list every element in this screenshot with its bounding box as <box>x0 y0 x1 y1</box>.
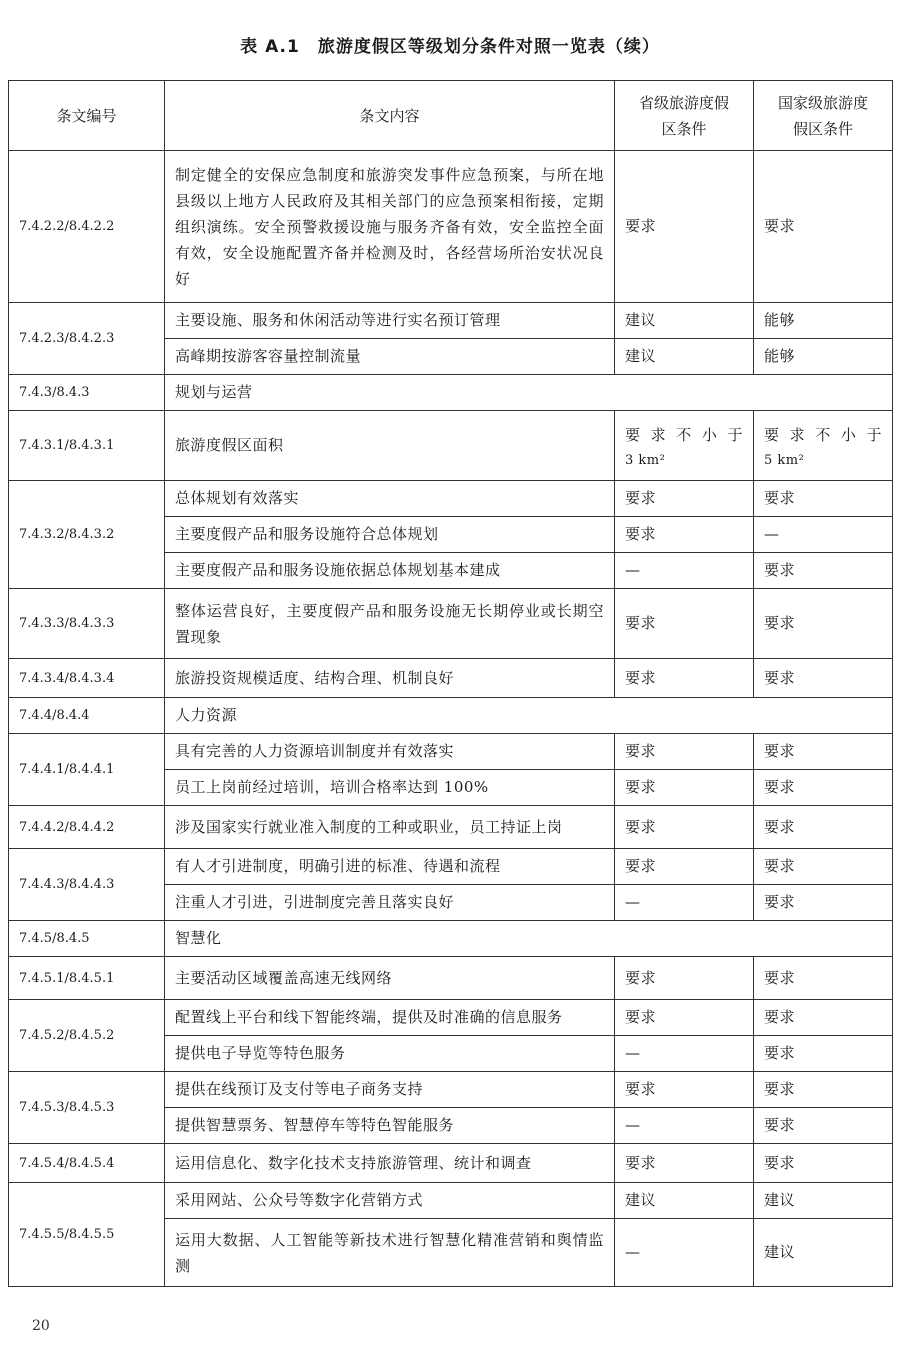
provincial-value: 要求 <box>615 1072 754 1108</box>
header-code: 条文编号 <box>9 81 165 151</box>
clause-content: 主要活动区域覆盖高速无线网络 <box>165 957 615 1000</box>
national-value <box>754 411 893 481</box>
clause-code: 7.4.2.2/8.4.2.2 <box>9 151 165 303</box>
national-value: 建议 <box>754 1219 893 1287</box>
clause-code: 7.4.3.2/8.4.3.2 <box>9 481 165 589</box>
clause-content: 运用大数据、人工智能等新技术进行智慧化精准营销和舆情监测 <box>165 1219 615 1287</box>
header-national: 国家级旅游度假区条件 <box>754 81 893 151</box>
clause-content: 主要度假产品和服务设施符合总体规划 <box>165 517 615 553</box>
provincial-value: 要求 <box>615 481 754 517</box>
provincial-value: — <box>615 1108 754 1144</box>
table-title: 表 A.1 旅游度假区等级划分条件对照一览表（续） <box>240 37 660 57</box>
provincial-area: 3 km² <box>625 452 666 468</box>
clause-code: 7.4.5.5/8.4.5.5 <box>9 1183 165 1287</box>
clause-content: 运用信息化、数字化技术支持旅游管理、统计和调查 <box>165 1144 615 1183</box>
clause-content: 主要设施、服务和休闲活动等进行实名预订管理 <box>165 303 615 339</box>
clause-content: 具有完善的人力资源培训制度并有效落实 <box>165 734 615 770</box>
national-area: 5 km² <box>764 452 805 468</box>
header-row <box>9 81 893 151</box>
clause-content: 制定健全的安保应急制度和旅游突发事件应急预案，与所在地县级以上地方人民政府及其相关部门的应急预案相衔接，定期组织演练。安全预警救援设施与服务齐备有效，安全监控全面有效，安全设施配置齐备并检测及时，各经营场所治安状况良好 <box>165 151 615 303</box>
provincial-value: 要求 <box>615 589 754 659</box>
clause-code: 7.4.5.3/8.4.5.3 <box>9 1072 165 1144</box>
national-value: 要求 <box>754 957 893 1000</box>
clause-code: 7.4.4.1/8.4.4.1 <box>9 734 165 806</box>
national-value: 建议 <box>754 1183 893 1219</box>
clause-code: 7.4.4.2/8.4.4.2 <box>9 806 165 849</box>
section-title: 规划与运营 <box>165 375 893 411</box>
table-row <box>9 806 893 849</box>
clause-content: 有人才引进制度，明确引进的标准、待遇和流程 <box>165 849 615 885</box>
clause-code: 7.4.5.4/8.4.5.4 <box>9 1144 165 1183</box>
provincial-value: 建议 <box>615 1183 754 1219</box>
provincial-value: 要求 <box>615 151 754 303</box>
clause-content: 涉及国家实行就业准入制度的工种或职业，员工持证上岗 <box>165 806 615 849</box>
provincial-value: — <box>615 1219 754 1287</box>
national-value: 要求 <box>754 1000 893 1036</box>
section-row <box>9 921 893 957</box>
clause-content: 注重人才引进，引进制度完善且落实良好 <box>165 885 615 921</box>
national-value: 要求 <box>754 1108 893 1144</box>
national-value: 要求 <box>754 659 893 698</box>
provincial-value: 要求 <box>615 517 754 553</box>
clause-content: 主要度假产品和服务设施依据总体规划基本建成 <box>165 553 615 589</box>
national-value: — <box>754 517 893 553</box>
national-value: 要求 <box>754 734 893 770</box>
national-value: 要求 <box>754 481 893 517</box>
table-row <box>9 1000 893 1036</box>
section-row <box>9 698 893 734</box>
clause-code: 7.4.5.1/8.4.5.1 <box>9 957 165 1000</box>
table-row <box>9 589 893 659</box>
clause-content: 员工上岗前经过培训，培训合格率达到 100% <box>165 770 615 806</box>
table-row <box>9 734 893 770</box>
provincial-value: 要求 <box>615 957 754 1000</box>
provincial-value: 要求 <box>615 659 754 698</box>
header-content: 条文内容 <box>165 81 615 151</box>
clause-content: 提供电子导览等特色服务 <box>165 1036 615 1072</box>
provincial-value: 要求 <box>615 1144 754 1183</box>
clause-code: 7.4.3/8.4.3 <box>9 375 165 411</box>
clause-code: 7.4.5.2/8.4.5.2 <box>9 1000 165 1072</box>
table-row <box>9 1183 893 1219</box>
national-value: 能够 <box>754 303 893 339</box>
provincial-value: 要求 <box>615 770 754 806</box>
provincial-value: 要求 <box>615 1000 754 1036</box>
clause-content: 旅游度假区面积 <box>165 411 615 481</box>
section-row <box>9 375 893 411</box>
page-number: 20 <box>32 1318 50 1334</box>
clause-content: 旅游投资规模适度、结构合理、机制良好 <box>165 659 615 698</box>
clause-content: 整体运营良好，主要度假产品和服务设施无长期停业或长期空置现象 <box>165 589 615 659</box>
table-row <box>9 481 893 517</box>
national-value: 要求 <box>754 1036 893 1072</box>
table-row <box>9 411 893 481</box>
provincial-requirement: 要求不小于 <box>625 425 743 444</box>
section-title: 人力资源 <box>165 698 893 734</box>
provincial-value: 要求 <box>615 849 754 885</box>
clause-code: 7.4.3.4/8.4.3.4 <box>9 659 165 698</box>
clause-content: 提供在线预订及支付等电子商务支持 <box>165 1072 615 1108</box>
national-value: 要求 <box>754 885 893 921</box>
national-value: 要求 <box>754 770 893 806</box>
clause-code: 7.4.3.3/8.4.3.3 <box>9 589 165 659</box>
clause-code: 7.4.4.3/8.4.4.3 <box>9 849 165 921</box>
table-row <box>9 957 893 1000</box>
table-row <box>9 303 893 339</box>
clause-code: 7.4.5/8.4.5 <box>9 921 165 957</box>
national-value: 要求 <box>754 849 893 885</box>
clause-code: 7.4.4/8.4.4 <box>9 698 165 734</box>
national-requirement: 要求不小于 <box>764 425 882 444</box>
provincial-value: — <box>615 1036 754 1072</box>
header-provincial: 省级旅游度假区条件 <box>615 81 754 151</box>
provincial-value: 要求 <box>615 734 754 770</box>
clause-content: 总体规划有效落实 <box>165 481 615 517</box>
national-value: 要求 <box>754 151 893 303</box>
table-row <box>9 659 893 698</box>
table-row <box>9 1144 893 1183</box>
clause-code: 7.4.2.3/8.4.2.3 <box>9 303 165 375</box>
resort-criteria-table <box>8 80 893 1287</box>
national-value: 能够 <box>754 339 893 375</box>
section-title: 智慧化 <box>165 921 893 957</box>
clause-content: 高峰期按游客容量控制流量 <box>165 339 615 375</box>
national-value: 要求 <box>754 806 893 849</box>
table-row <box>9 151 893 303</box>
national-value: 要求 <box>754 589 893 659</box>
national-value: 要求 <box>754 1144 893 1183</box>
provincial-value: 要求 <box>615 806 754 849</box>
clause-content: 采用网站、公众号等数字化营销方式 <box>165 1183 615 1219</box>
provincial-value: 建议 <box>615 339 754 375</box>
clause-content: 提供智慧票务、智慧停车等特色智能服务 <box>165 1108 615 1144</box>
provincial-value: — <box>615 553 754 589</box>
national-value: 要求 <box>754 1072 893 1108</box>
clause-code: 7.4.3.1/8.4.3.1 <box>9 411 165 481</box>
table-row <box>9 849 893 885</box>
national-value: 要求 <box>754 553 893 589</box>
provincial-value <box>615 411 754 481</box>
provincial-value: 建议 <box>615 303 754 339</box>
clause-content: 配置线上平台和线下智能终端，提供及时准确的信息服务 <box>165 1000 615 1036</box>
table-row <box>9 1072 893 1108</box>
provincial-value: — <box>615 885 754 921</box>
